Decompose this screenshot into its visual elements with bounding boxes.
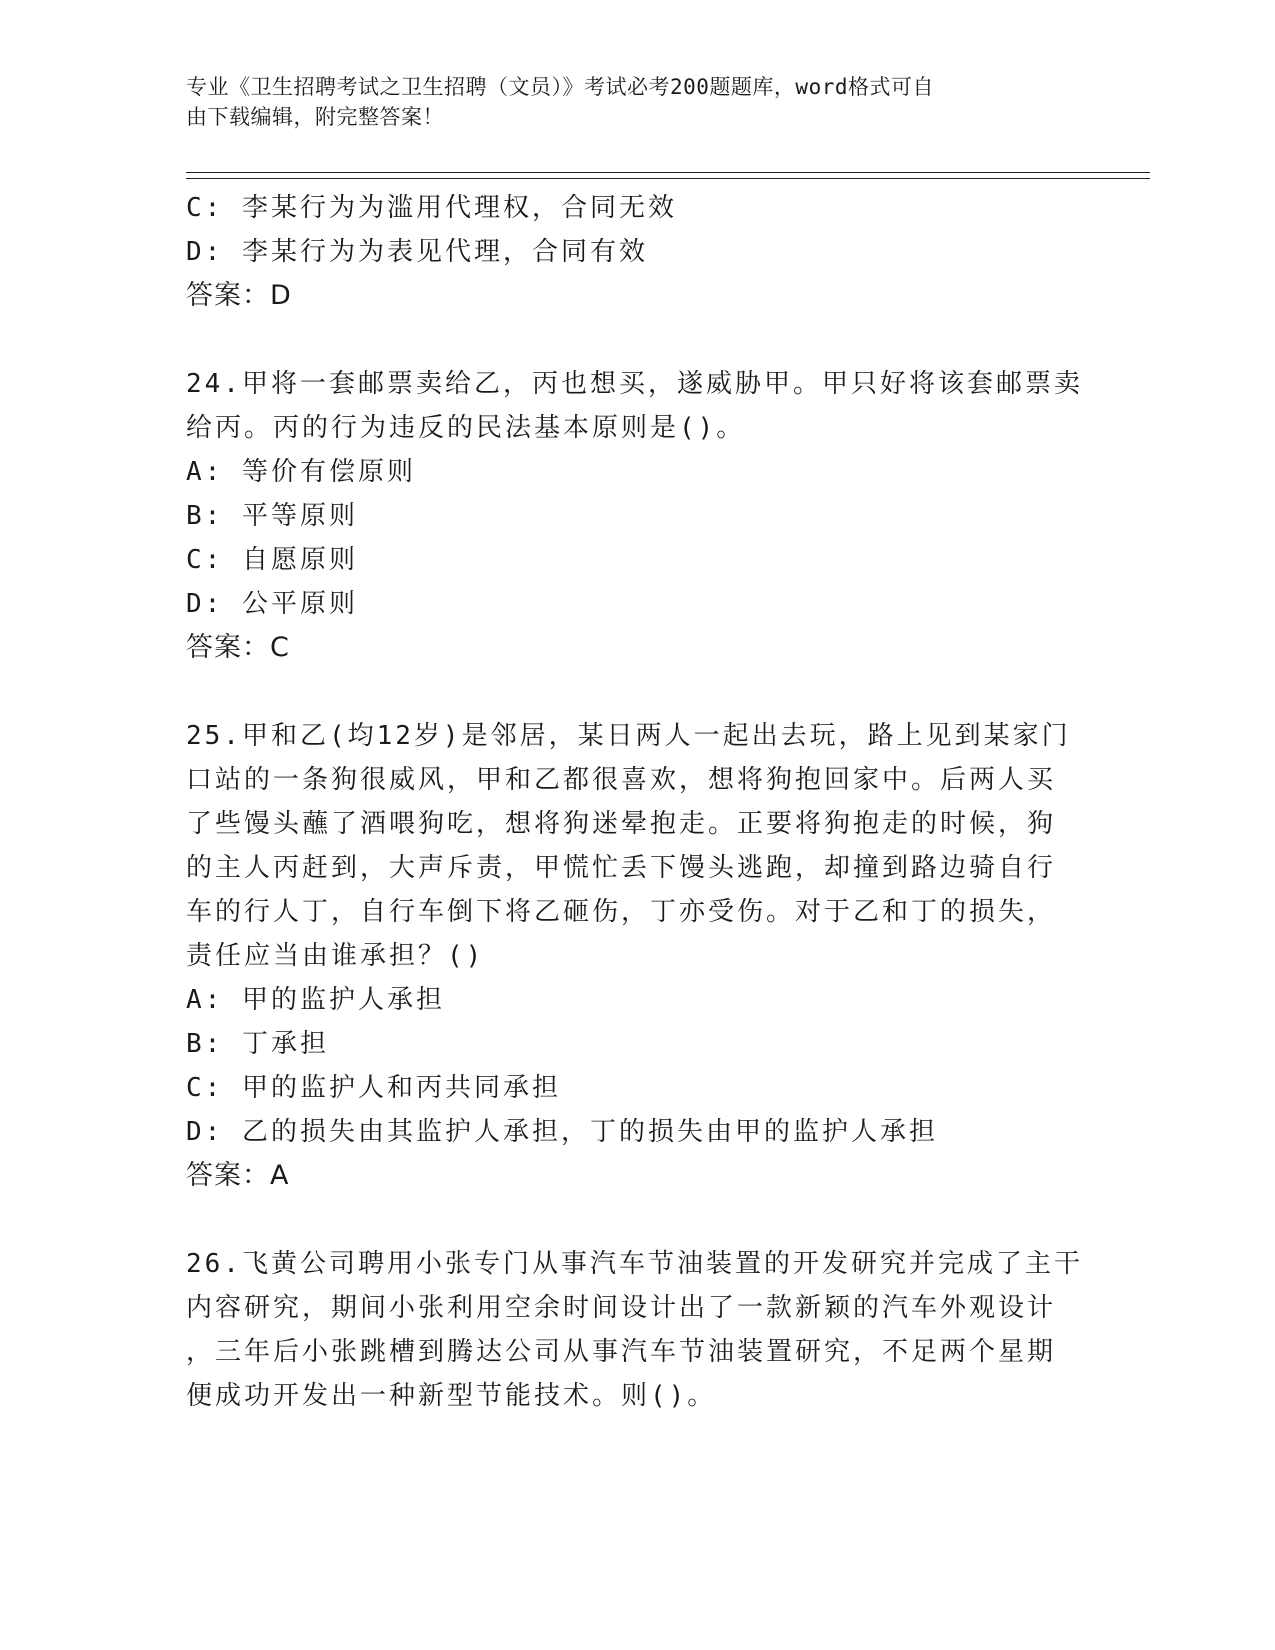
header-rule-top [186, 172, 1150, 173]
answer: 答案：C [186, 632, 290, 663]
option-d: D: 公平原则 [186, 589, 358, 619]
answer: 答案：A [186, 1160, 290, 1191]
option-c: C: 甲的监护人和丙共同承担 [186, 1073, 561, 1103]
header-rule-bottom [186, 178, 1150, 179]
spacer [186, 1198, 1086, 1242]
question-stem-line: ，三年后小张跳槽到腾达公司从事汽车节油装置研究，不足两个星期 [186, 1337, 1057, 1367]
question-24 [186, 362, 1086, 670]
spacer [186, 318, 1086, 362]
question-stem-line: 内容研究，期间小张利用空余时间设计出了一款新颖的汽车外观设计 [186, 1293, 1057, 1323]
header-line-2: 由下载编辑，附完整答案！ [186, 105, 444, 129]
answer: 答案：D [186, 280, 292, 311]
question-25 [186, 714, 1086, 1198]
question-stem-line: 车的行人丁，自行车倒下将乙砸伤，丁亦受伤。对于乙和丁的损失， [186, 897, 1057, 927]
question-26 [186, 1242, 1086, 1418]
question-stem-line: 了些馒头蘸了酒喂狗吃，想将狗迷晕抱走。正要将狗抱走的时候，狗 [186, 809, 1057, 839]
option-a: A: 甲的监护人承担 [186, 985, 445, 1015]
option-d: D: 李某行为为表见代理，合同有效 [186, 237, 648, 267]
option-c: C: 李某行为为滥用代理权，合同无效 [186, 193, 677, 223]
question-stem-line: 便成功开发出一种新型节能技术。则()。 [186, 1381, 717, 1411]
question-stem-line: 的主人丙赶到，大声斥责，甲慌忙丢下馒头逃跑，却撞到路边骑自行 [186, 853, 1057, 883]
question-stem-line: 24.甲将一套邮票卖给乙，丙也想买，遂威胁甲。甲只好将该套邮票卖 [186, 369, 1083, 399]
spacer [186, 670, 1086, 714]
document-header [186, 72, 1066, 132]
option-b: B: 丁承担 [186, 1029, 329, 1059]
header-line-1: 专业《卫生招聘考试之卫生招聘（文员）》考试必考200题题库，word格式可自 [186, 75, 934, 99]
question-stem-line: 口站的一条狗很威风，甲和乙都很喜欢，想将狗抱回家中。后两人买 [186, 765, 1057, 795]
question-stem-line: 25.甲和乙(均12岁)是邻居，某日两人一起出去玩，路上见到某家门 [186, 721, 1071, 751]
question-stem-line: 给丙。丙的行为违反的民法基本原则是()。 [186, 413, 746, 443]
option-a: A: 等价有偿原则 [186, 457, 416, 487]
option-d: D: 乙的损失由其监护人承担，丁的损失由甲的监护人承担 [186, 1117, 938, 1147]
question-stem-line: 责任应当由谁承担？() [186, 941, 485, 971]
question-23-tail [186, 186, 1086, 318]
document-body [186, 186, 1086, 1418]
option-c: C: 自愿原则 [186, 545, 358, 575]
question-stem-line: 26.飞黄公司聘用小张专门从事汽车节油装置的开发研究并完成了主干 [186, 1249, 1083, 1279]
option-b: B: 平等原则 [186, 501, 358, 531]
